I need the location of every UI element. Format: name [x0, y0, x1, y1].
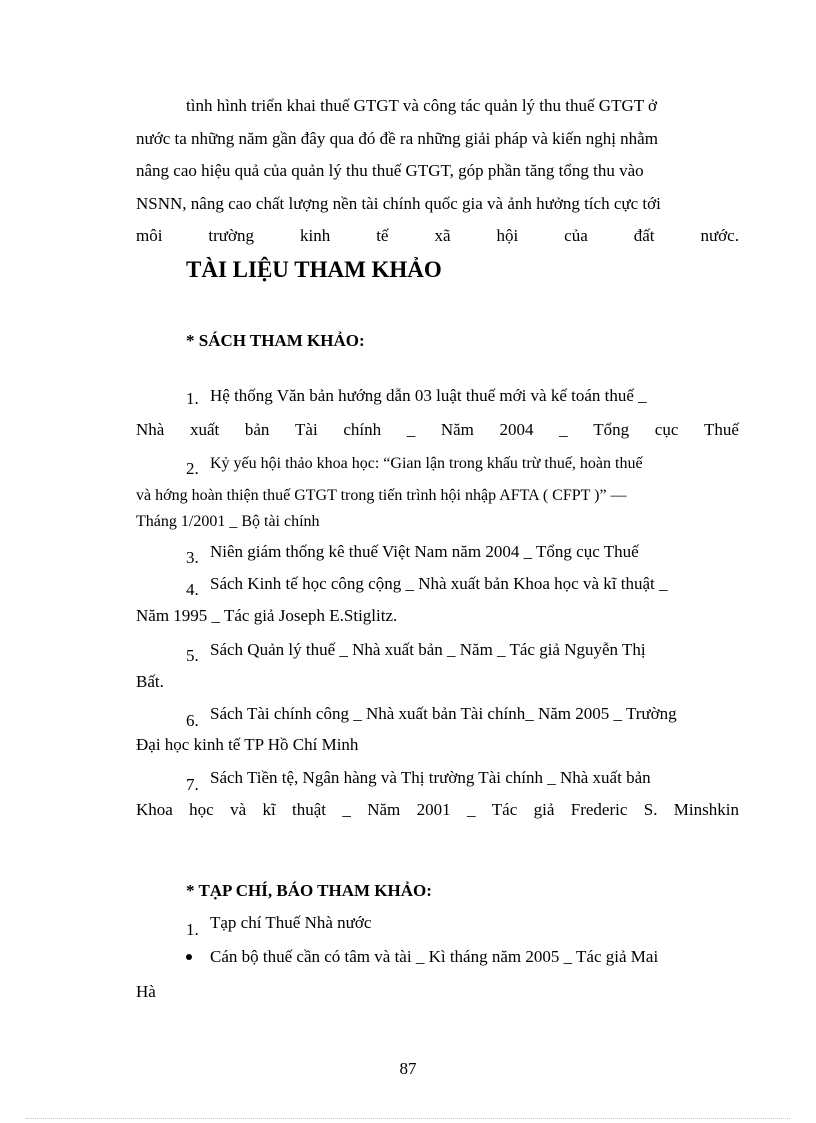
word: của	[564, 226, 588, 245]
word: Minshkin	[673, 800, 739, 819]
book-2-line-1: Kỷ yếu hội thảo khoa học: “Gian lận trong khấu trừ thuế, hoàn thuế	[210, 455, 643, 472]
journals-section-title: * TẠP CHÍ, BÁO THAM KHẢO:	[186, 881, 432, 900]
word: _	[406, 420, 416, 439]
book-1-number: 1.	[186, 389, 199, 408]
book-2-line-3: Tháng 1/2001 _ Bộ tài chính	[136, 513, 320, 530]
word: giả	[533, 800, 555, 819]
book-5-line-1: Sách Quản lý thuế _ Nhà xuất bản _ Năm _ Tác giả Nguyễn Thị	[210, 640, 646, 659]
journal-1-number: 1.	[186, 920, 199, 939]
bullet-dot	[186, 954, 192, 960]
page-number: 87	[399, 1059, 417, 1078]
book-7-line-1: Sách Tiền tệ, Ngân hàng và Thị trường Tài chính _ Nhà xuất bản	[210, 768, 651, 787]
word: 2001	[416, 800, 451, 819]
word: học	[189, 800, 214, 819]
book-4-line-2: Năm 1995 _ Tác giả Joseph E.Stiglitz.	[136, 606, 398, 625]
book-7-number: 7.	[186, 775, 199, 794]
word: kĩ	[262, 800, 276, 819]
word: và	[230, 800, 247, 819]
word: Thuế	[704, 420, 739, 439]
intro-line-3: nâng cao hiệu quả của quản lý thu thuế GTGT, góp phần tăng tổng thu vào	[136, 161, 644, 180]
word: xã	[434, 226, 451, 245]
word: cục	[654, 420, 679, 439]
word: S.	[643, 800, 658, 819]
word: hội	[496, 226, 519, 245]
word: _	[559, 420, 568, 439]
book-6-line-2: Đại học kinh tế TP Hồ Chí Minh	[136, 735, 359, 754]
word: tế	[376, 226, 389, 245]
word: Khoa	[136, 800, 173, 819]
word: Tổng	[593, 420, 630, 439]
word: 2004	[499, 420, 534, 439]
journal-article-line-2: Hà	[136, 982, 156, 1001]
book-5-number: 5.	[186, 646, 199, 665]
intro-line-1: tình hình triển khai thuế GTGT và công tác quản lý thu thuế GTGT ở	[186, 96, 658, 115]
word: kinh	[299, 226, 331, 245]
word: đất	[633, 226, 655, 245]
word: Nhà	[136, 420, 165, 439]
book-4-line-1: Sách Kinh tế học công cộng _ Nhà xuất bản Khoa học và kĩ thuật _	[210, 574, 668, 593]
book-7-line-2	[136, 798, 739, 822]
books-section-title: * SÁCH THAM KHẢO:	[186, 331, 365, 350]
word: chính	[343, 420, 382, 439]
book-1-line-2	[136, 418, 739, 442]
intro-line-5	[136, 224, 739, 248]
book-2-line-2: và hớng hoàn thiện thuế GTGT trong tiến trình hội nhập AFTA ( CFPT )” —	[136, 487, 627, 504]
page-title: TÀI LIỆU THAM KHẢO	[186, 257, 442, 282]
page-bottom-divider	[26, 1118, 790, 1119]
word: trường	[208, 226, 255, 245]
book-6-number: 6.	[186, 711, 199, 730]
word: thuật	[292, 800, 327, 819]
word: xuất	[189, 420, 220, 439]
intro-line-2: nước ta những năm gần đây qua đó đề ra những giải pháp và kiến nghị nhằm	[136, 129, 658, 148]
word: môi	[136, 226, 163, 245]
journal-article-line-1: Cán bộ thuế cần có tâm và tài _ Kì tháng năm 2005 _ Tác giả Mai	[210, 947, 659, 966]
word: _	[342, 800, 351, 819]
word: Năm	[440, 420, 474, 439]
book-4-number: 4.	[186, 580, 199, 599]
word: _	[466, 800, 476, 819]
word: Năm	[367, 800, 401, 819]
intro-line-4: NSNN, nâng cao chất lượng nền tài chính quốc gia và ảnh hưởng tích cực tới	[136, 194, 661, 213]
word: Frederic	[570, 800, 628, 819]
word: bản	[244, 420, 270, 439]
book-1-line-1: Hệ thống Văn bản hướng dẫn 03 luật thuế mới và kế toán thuế _	[210, 386, 647, 405]
word: Tài	[295, 420, 318, 439]
book-6-line-1: Sách Tài chính công _ Nhà xuất bản Tài chính_ Năm 2005 _ Trường	[210, 704, 677, 723]
book-5-line-2: Bất.	[136, 672, 164, 691]
word: Tác	[491, 800, 518, 819]
book-2-number: 2.	[186, 459, 199, 478]
journal-1-title: Tạp chí Thuế Nhà nước	[210, 913, 372, 932]
word: nước.	[700, 226, 739, 245]
book-3-number: 3.	[186, 548, 199, 567]
book-3-line-1: Niên giám thống kê thuế Việt Nam năm 2004 _ Tổng cục Thuế	[210, 542, 639, 561]
